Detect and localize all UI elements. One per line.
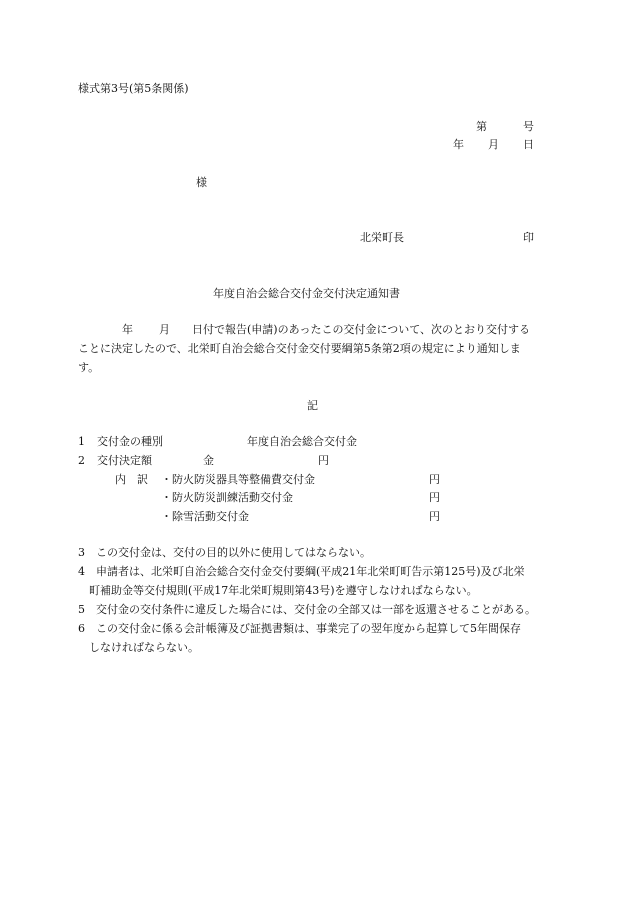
item-1-label: 交付金の種別 — [97, 435, 163, 448]
item-1-value: 年度自治会総合交付金 — [247, 435, 357, 448]
issuer-seal: 印 — [523, 231, 534, 244]
note-3-text: この交付金は、交付の目的以外に使用してはならない。 — [96, 546, 371, 559]
body-line-3: す。 — [78, 361, 100, 374]
item-1-num: 1 — [78, 435, 85, 448]
body-text-1: 日付で報告(申請)のあったこの交付金について、次のとおり交付する — [192, 323, 531, 336]
breakdown-item-3-yen: 円 — [429, 510, 440, 523]
note-6 — [78, 620, 558, 657]
note-4 — [78, 563, 558, 600]
breakdown-item-3-label: ・除雪活動交付金 — [161, 510, 249, 523]
item-2-kin: 金 — [203, 454, 214, 467]
note-6-text-1: この交付金に係る会計帳簿及び証拠書類は、事業完了の翌年度から起算して5年間保存 — [96, 622, 521, 635]
form-label: 様式第3号(第5条関係) — [78, 82, 189, 95]
note-4-text-2: 町補助金等交付規則(平成17年北栄町規則第43号)を遵守しなければならない。 — [89, 583, 478, 597]
note-5 — [78, 601, 558, 620]
note-3 — [78, 544, 558, 563]
body-year: 年 — [122, 323, 133, 336]
note-3-num: 3 — [78, 546, 85, 559]
breakdown-item-1-yen: 円 — [429, 473, 440, 486]
date-month: 月 — [488, 138, 499, 151]
document-title: 年度自治会総合交付金交付決定通知書 — [213, 287, 400, 300]
note-4-text-1: 申請者は、北栄町自治会総合交付金交付要綱(平成21年北栄町町告示第125号)及び北栄 — [96, 565, 525, 578]
breakdown-item-2-yen: 円 — [429, 491, 440, 504]
number-go: 号 — [523, 120, 534, 133]
date-year: 年 — [453, 138, 464, 151]
item-2-yen: 円 — [318, 454, 329, 467]
body-line-2: ことに決定したので、北栄町自治会総合交付金交付要綱第5条第2項の規定により通知しま — [78, 342, 521, 355]
note-5-num: 5 — [78, 603, 85, 616]
note-5-text: 交付金の交付条件に違反した場合には、交付金の全部又は一部を返還させることがある。 — [96, 603, 536, 616]
item-2-label: 交付決定額 — [97, 454, 152, 467]
breakdown-item-1-label: ・防火防災器具等整備費交付金 — [161, 473, 315, 486]
body-paragraph — [78, 320, 553, 377]
item-2-num: 2 — [78, 454, 85, 467]
number-dai: 第 — [476, 120, 487, 133]
addressee-suffix: 様 — [196, 176, 207, 189]
body-line-1 — [78, 320, 553, 339]
body-month: 月 — [159, 323, 170, 336]
note-6-num: 6 — [78, 622, 85, 635]
issuer-title: 北栄町長 — [360, 231, 404, 244]
breakdown-item-2-label: ・防火防災訓練活動交付金 — [161, 491, 293, 504]
note-4-num: 4 — [78, 565, 85, 578]
breakdown-label: 内 訳 — [115, 473, 148, 486]
note-6-text-2: しなければならない。 — [89, 640, 199, 654]
date-day: 日 — [523, 138, 534, 151]
ki-heading: 記 — [307, 399, 318, 412]
